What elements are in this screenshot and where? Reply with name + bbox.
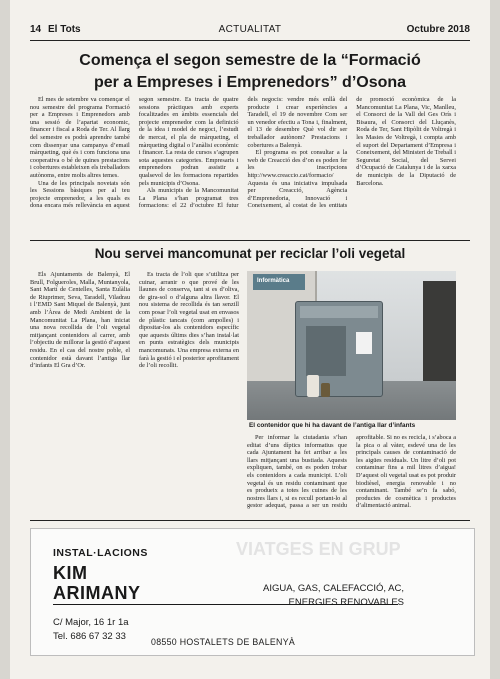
advertisement [30,528,475,656]
ad-services-line1: AIGUA, GAS, CALEFACCIÓ, AC, [263,583,404,594]
photo-doorway [423,281,456,381]
page-left-edge [0,0,10,679]
header-rule [30,40,470,41]
article1-paragraph: El mes de setembre va començar el nou semestre del programa Formació per a Empreses i Emprenedors amb una sessió de l’apartat economic, financer i fiscal a Roda de Ter. Al llarg del semestre es podrà aprendre també com dissenyar una campanya d’email màrqueting, què és i com funciona una cooperativa o bé de quines prestacions i cobertures estableixen els treballadors autònoms, entre molts altres temes. [30,96,130,179]
page-header [30,24,470,38]
ad-ghost-text: VIATGES EN GRUP [236,539,401,559]
ad-name-line1: KIM [53,563,88,583]
ad-name-line2: ARIMANY [53,583,141,603]
ad-kicker: INSTAL·LACIONS [53,547,148,559]
ad-address: C/ Major, 16 1r 1a [53,617,129,628]
article1-paragraph: Una de les principals novetats són les Sessions bàsiques per al teu projecte emprenedor, a les quals es dona encara més rellevància en aquest segon semestre. Es tracta de quatre sessions pràctiques amb experts focalitzades en àmbits essencials del projecte emprenedor com la definició de la idea i model de negoci, l’estudi de mercat, el pla de màrqueting, el màrqueting digital o l’anàlisi econòmic i financer. La resta de cursos s’agrupen sota aquestes categories. Empresaris i emprenedors podran assistir a qualsevol de les formacions repartides pels municipis d’Osona. [30,96,239,210]
page-right-edge [490,0,500,679]
ad-town: 08550 HOSTALETS DE BALENYÀ [151,637,296,647]
article-divider [30,240,470,241]
article2-paragraph: Per informar la ciutadania s’han editat d’uns díptics informatius que cada Ajuntament ha fet arribar a les llars mitjançant una bustiada. Aquests expliquen, també, on es poden trobar els contenidors a cada municipi. L’oli vegetal és un residu contaminant que es produeix a totes les cuines de les nostres llars i, si es recull portant-lo al gestor adequat, passa a ser un residu aprofitable. Si no es recicla, i s’aboca a la pica o al vàter, esdevé una de les principals causes de contaminació de les aigües residuals. Un litre d’oli pot contaminar fins a mil litres d’aigua! D’aquest oli vegetal usat es pot produir biodièsel, energia renovable i no contaminant. També se’n fa sabó, productes de cosmètica i productes d’alimentació animal. [247,434,456,510]
container-slot [306,326,346,376]
recycling-container-photo [247,271,456,431]
article2-paragraph: Es tracta de l’oli que s’utilitza per cuinar, arranir o que prové de les llaunes de conserva, tant si es d’oliva, de gira-sol o d’alguna altra llavor. El nou sistema de recollida és tan senzill com posar l’oli vegetal usat en envasos de plàstic tancats (com ampolles) i dipositar-los als contenidors específic que aquests últims dies s’han instal·lat en punts estratègics dels municipis mancomunats. Una empresa externa en farà la gestió i el posterior aprofitament de l’oli recollit. [139,271,239,370]
photo-poster: Informàtica [253,274,305,290]
article1-title-line2: per a Empreses i Emprenedors” d’Osona [93,74,407,91]
photo-caption: El contenidor que hi ha davant de l’antiga llar d’infants [247,420,456,431]
oil-bottle-small [321,383,330,397]
article2-body-left [30,271,239,517]
page-number: 14 [30,24,42,35]
ad-phone: Tel. 686 67 32 33 [53,631,126,642]
article2-title: Nou servei mancomunat per reciclar l’oli vegetal [94,246,406,261]
container-label [356,332,372,354]
publication-name: El Tots [48,24,81,35]
container-top [300,306,378,318]
article2-paragraph: Els Ajuntaments de Balenyà, El Brull, Folgueroles, Malla, Muntanyola, Sant Martí de Centelles, Santa Eulàlia de Riuprimer, Seva, Taradell, Viladrau i l’EMD Sant Miquel de Balenyà, junt amb l’Àrea de Medi Ambient de la Mancomunitat La Plana, han iniciat una nova recollida de l’oli vegetal mitjançant contenidors al carrer, amb l’objectiu de millorar la gestió d’aquest residu. En el cas del nostre poble, el contenidor està davant l’antiga llar d’infants El Gra d’Or. [30,271,130,370]
article1-title [30,50,470,94]
section-name: ACTUALITAT [218,24,282,35]
article1-title-line1: Comença el segon semestre de la “Formació [79,52,421,69]
article2-body-right [247,434,456,516]
oil-bottle [307,375,319,397]
article1-body [30,96,456,234]
article1-paragraph: El programa es pot consultar a la web de Creacció des d’on es poden fer les inscripcions http://www.creaccio.cat/formacio/ Aquesta és una iniciativa impulsada per Creacció, Agència d’Emprenedoria, Innovació i Coneixement, al costat de les entitats de promoció econòmica de la Mancomunitat La Plana, Vic, Manlleu, el Consorci de la Vall del Ges Orís i Bisaura, el Consorci del Lluçanès, Roda de Ter, Sant Hipòlit de Voltregà i les Masies de Voltregà, i compta amb el suport del Departament d’Empresa i Coneixement, del Ministeri de Treball i Seguretat Social, del Servei d’Ocupació de Catalunya i de la xarxa de municipis de la Diputació de Barcelona. [247,96,456,210]
ad-services-line2: ENERGIES RENOVABLES [288,597,404,608]
issue-date: Octubre 2018 [406,24,470,35]
article1-paragraph: Als municipis de la Mancomunitat La Plana s’han programat tres formacions: el 22 d’octubre El futur dels negocis: vendre més enllà del producte i crear experiències a Taradell, el 19 de novembre Com ser un venedor efectiu a Tona i, finalment, el 13 de desembre Què vol dir ser treballador autònom? Prestacions i cobertures a Balenyà. [138,96,348,210]
ad-divider [30,520,470,521]
